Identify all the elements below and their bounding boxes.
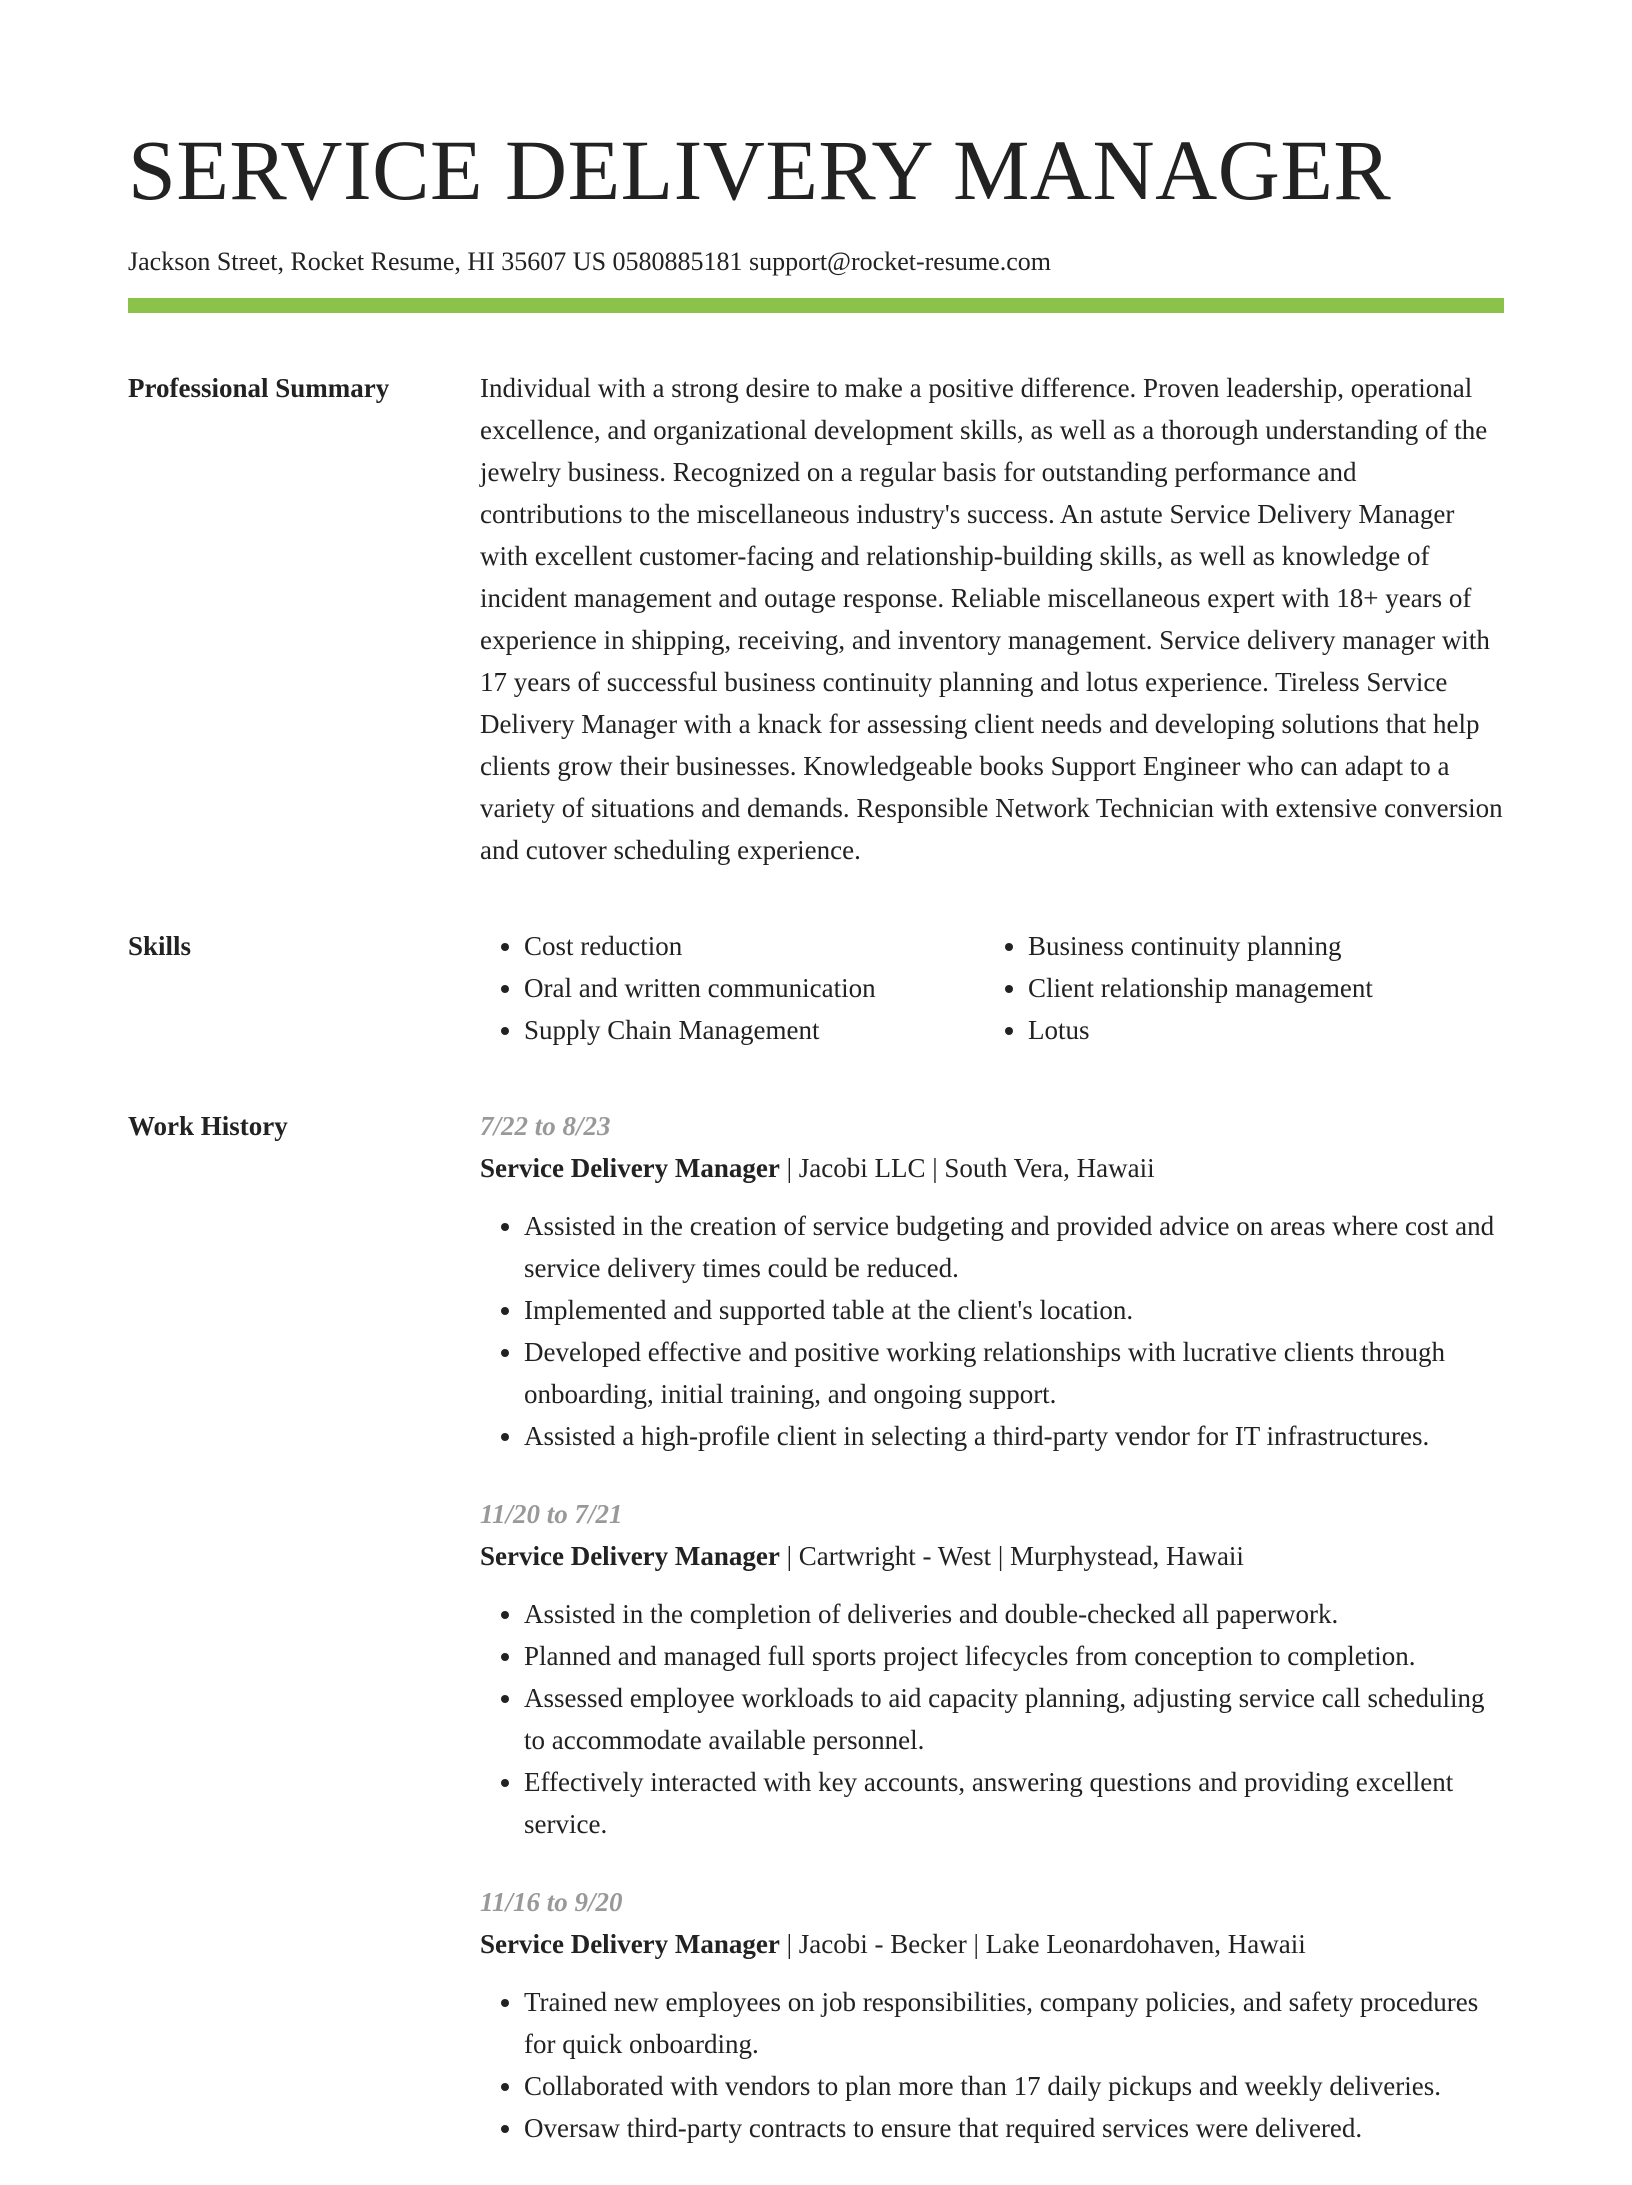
job-dates: 7/22 to 8/23 — [480, 1111, 611, 1141]
skills-list — [480, 925, 1504, 1051]
job-bullet: • Assisted in the completion of deliveries and double-checked all paperwork. — [524, 1593, 1504, 1635]
job-bullet: • Collaborated with vendors to plan more than 17 daily pickups and weekly deliveries. — [524, 2065, 1504, 2107]
job-bullets — [480, 1593, 1504, 1845]
skill-item: • Client relationship management — [1028, 967, 1373, 1009]
job-title: Service Delivery Manager — [480, 1153, 780, 1183]
job-entry — [480, 1493, 1504, 1845]
skill-item: • Business continuity planning — [1028, 925, 1373, 967]
work-history-heading: Work History — [128, 1111, 288, 1141]
job-bullet: • Implemented and supported table at the client's location. — [524, 1289, 1504, 1331]
job-bullet: • Planned and managed full sports project lifecycles from conception to completion. — [524, 1635, 1504, 1677]
skill-item: • Cost reduction — [524, 925, 984, 967]
skills-heading: Skills — [128, 931, 192, 961]
job-details: | Jacobi - Becker | Lake Leonardohaven, Hawaii — [779, 1929, 1306, 1959]
job-dates: 11/20 to 7/21 — [480, 1499, 623, 1529]
summary-section — [128, 367, 1504, 871]
job-bullets — [480, 1205, 1504, 1457]
contact-phone: 0580885181 — [612, 247, 743, 276]
summary-heading: Professional Summary — [128, 373, 390, 403]
job-heading — [480, 1535, 1504, 1577]
job-entry — [480, 1105, 1504, 1457]
job-bullet: • Trained new employees on job responsibilities, company policies, and safety procedures for quick onboarding. — [524, 1981, 1504, 2065]
contact-line — [128, 246, 1504, 278]
job-dates: 11/16 to 9/20 — [480, 1887, 623, 1917]
job-bullet: • Effectively interacted with key accounts, answering questions and providing excellent service. — [524, 1761, 1504, 1845]
skill-item: • Oral and written communication — [524, 967, 984, 1009]
job-bullet: • Assisted a high-profile client in selecting a third-party vendor for IT infrastructures. — [524, 1415, 1504, 1457]
job-title: Service Delivery Manager — [480, 1929, 780, 1959]
job-heading — [480, 1923, 1504, 1965]
skill-item: • Lotus — [1028, 1009, 1373, 1051]
job-title: Service Delivery Manager — [480, 1541, 780, 1571]
job-entry — [480, 1881, 1504, 2149]
job-details: | Cartwright - West | Murphystead, Hawaii — [779, 1541, 1244, 1571]
candidate-name: SERVICE DELIVERY MANAGER — [128, 122, 1392, 218]
contact-address: Jackson Street, Rocket Resume, HI 35607 US — [128, 247, 607, 276]
skills-column-left — [480, 925, 984, 1051]
work-history-section — [128, 1105, 1504, 2185]
skills-section — [128, 925, 1504, 1051]
job-bullet: • Developed effective and positive working relationships with lucrative clients through onboarding, initial training, and ongoing support. — [524, 1331, 1504, 1415]
summary-text: Individual with a strong desire to make a positive difference. Proven leadership, operational excellence, and organizational development skills, as well as a thorough understanding of the jewelry business. Recognized on a regular basis for outstanding performance and contributions to the miscellaneous industry's success. An astute Service Delivery Manager with excellent customer-facing and relationship-building skills, as well as knowledge of incident management and outage response. Reliable miscellaneous expert with 18+ years of experience in shipping, receiving, and inventory management. Service delivery manager with 17 years of successful business continuity planning and lotus experience. Tireless Service Delivery Manager with a knack for assessing client needs and developing solutions that help clients grow their businesses. Knowledgeable books Support Engineer who can adapt to a variety of situations and demands. Responsible Network Technician with extensive conversion and cutover scheduling experience. — [480, 373, 1503, 865]
job-details: | Jacobi LLC | South Vera, Hawaii — [779, 1153, 1155, 1183]
skills-column-right — [984, 925, 1373, 1051]
header-divider — [128, 298, 1504, 313]
job-bullet: • Assisted in the creation of service budgeting and provided advice on areas where cost and service delivery times could be reduced. — [524, 1205, 1504, 1289]
contact-email: support@rocket-resume.com — [749, 247, 1051, 276]
job-bullet: • Oversaw third-party contracts to ensure that required services were delivered. — [524, 2107, 1504, 2149]
job-bullets — [480, 1981, 1504, 2149]
job-bullet: • Assessed employee workloads to aid capacity planning, adjusting service call scheduling to accommodate available personnel. — [524, 1677, 1504, 1761]
skill-item: • Supply Chain Management — [524, 1009, 984, 1051]
job-heading — [480, 1147, 1504, 1189]
